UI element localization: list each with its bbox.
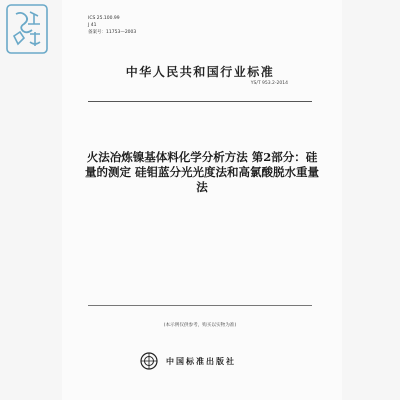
cover-page	[62, 0, 342, 400]
publisher-row	[140, 350, 236, 372]
seal-stamp-icon	[4, 2, 50, 56]
registration-number: 备案号：11753—2003	[88, 30, 137, 35]
publisher-name: 中国标准出版社	[166, 356, 236, 366]
publisher-logo-icon	[140, 352, 158, 370]
document-title	[80, 150, 324, 195]
document-title-line-3: 法	[196, 180, 208, 194]
standard-title: 中华人民共和国行业标准	[125, 65, 275, 79]
category-code: J 41	[88, 23, 97, 28]
bottom-divider	[88, 305, 312, 306]
sample-notice: (本示例仅供参考，购买以实物为准)	[163, 323, 237, 328]
document-title-line-1: 火法冶炼镍基体料化学分析方法 第2部分：硅	[86, 150, 318, 164]
document-title-line-2: 量的测定 硅钼蓝分光光度法和高氯酸脱水重量	[84, 165, 319, 179]
standard-number: YS/T 953.2-2014	[250, 81, 288, 86]
ics-code: ICS 25.100.99	[88, 16, 120, 21]
top-divider	[88, 101, 312, 102]
